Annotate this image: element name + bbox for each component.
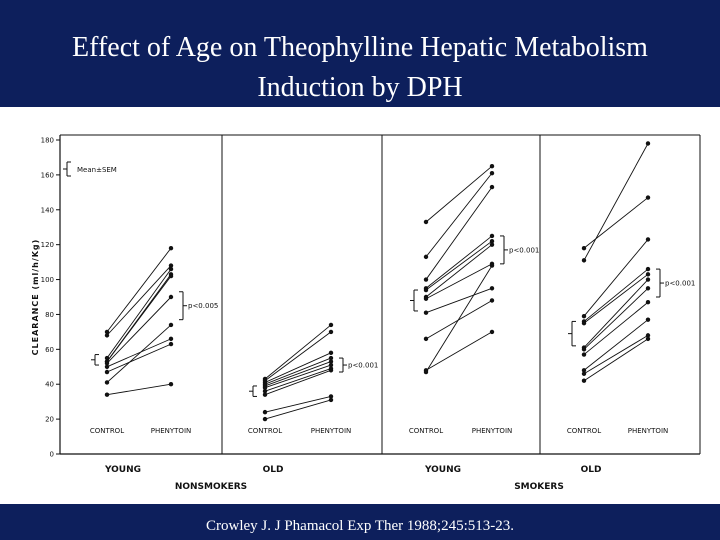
control-point-2-4 — [424, 288, 428, 292]
control-point-1-7 — [263, 392, 267, 396]
control-point-3-2 — [582, 314, 586, 318]
control-point-0-9 — [105, 392, 109, 396]
subject-line-2-0 — [426, 166, 492, 222]
y-tick-label-60: 60 — [45, 345, 54, 354]
control-point-2-1 — [424, 255, 428, 259]
control-point-3-7 — [582, 352, 586, 356]
subject-line-2-8 — [426, 300, 492, 338]
subject-line-1-5 — [265, 365, 331, 388]
control-point-0-1 — [105, 333, 109, 337]
subject-line-0-1 — [107, 266, 171, 336]
phenytoin-point-0-2 — [169, 267, 173, 271]
phenytoin-point-2-0 — [490, 164, 494, 168]
phenytoin-point-0-7 — [169, 342, 173, 346]
y-tick-label-140: 140 — [40, 206, 54, 215]
phenytoin-point-3-4 — [646, 272, 650, 276]
x-label-phenytoin-1: PHENYTOIN — [310, 427, 352, 435]
control-point-0-7 — [105, 370, 109, 374]
y-tick-label-120: 120 — [40, 241, 54, 250]
phenytoin-point-3-8 — [646, 317, 650, 321]
subject-line-3-6 — [584, 288, 648, 349]
legend-note: Mean±SEM — [77, 166, 117, 174]
phenytoin-point-2-5 — [490, 242, 494, 246]
citation: Crowley J. J Phamacol Exp Ther 1988;245:513-23. — [205, 518, 515, 534]
phenytoin-point-0-6 — [169, 337, 173, 341]
subject-line-3-7 — [584, 302, 648, 354]
phenytoin-point-1-1 — [329, 330, 333, 334]
subject-line-3-9 — [584, 335, 648, 373]
phenytoin-point-2-10 — [490, 263, 494, 267]
phenytoin-point-1-2 — [329, 351, 333, 355]
control-point-3-0 — [582, 246, 586, 250]
subject-line-3-1 — [584, 143, 648, 260]
control-point-2-10 — [424, 370, 428, 374]
control-point-0-6 — [105, 365, 109, 369]
phenytoin-point-0-0 — [169, 246, 173, 250]
subject-line-3-4 — [584, 274, 648, 323]
title-band — [0, 0, 720, 107]
phenytoin-point-2-2 — [490, 185, 494, 189]
age-label-1: OLD — [262, 465, 284, 475]
subject-line-1-2 — [265, 353, 331, 383]
x-label-phenytoin-2: PHENYTOIN — [471, 427, 513, 435]
y-tick-label-100: 100 — [40, 276, 54, 285]
phenytoin-point-0-4 — [169, 274, 173, 278]
phenytoin-point-1-7 — [329, 368, 333, 372]
x-label-control-0: CONTROL — [89, 427, 125, 435]
control-point-1-9 — [263, 417, 267, 421]
phenytoin-point-2-3 — [490, 234, 494, 238]
control-point-3-9 — [582, 372, 586, 376]
subject-line-0-9 — [107, 384, 171, 394]
group-label-smokers: SMOKERS — [514, 482, 564, 492]
phenytoin-point-3-6 — [646, 286, 650, 290]
clearance-chart — [0, 107, 720, 504]
x-label-control-2: CONTROL — [408, 427, 444, 435]
y-tick-label-40: 40 — [45, 380, 54, 389]
y-tick-label-0: 0 — [49, 450, 54, 459]
x-label-phenytoin-0: PHENYTOIN — [150, 427, 192, 435]
phenytoin-point-3-3 — [646, 267, 650, 271]
control-point-2-2 — [424, 277, 428, 281]
phenytoin-point-2-1 — [490, 171, 494, 175]
phenytoin-point-0-8 — [169, 323, 173, 327]
phenytoin-point-3-1 — [646, 141, 650, 145]
slide-subtitle: Induction by DPH — [257, 72, 463, 103]
p-value-2: p<0.001 — [509, 246, 540, 255]
p-value-1: p<0.001 — [348, 361, 379, 370]
phenytoin-point-3-0 — [646, 195, 650, 199]
phenytoin-point-0-9 — [169, 382, 173, 386]
subject-line-2-7 — [426, 288, 492, 312]
control-point-2-0 — [424, 220, 428, 224]
y-axis-label: CLEARANCE (ml/h/Kg) — [31, 238, 40, 356]
phenytoin-point-3-2 — [646, 237, 650, 241]
figure-panel — [0, 107, 720, 504]
phenytoin-point-3-10 — [646, 337, 650, 341]
phenytoin-point-2-7 — [490, 286, 494, 290]
x-label-control-1: CONTROL — [247, 427, 283, 435]
subject-line-0-2 — [107, 269, 171, 358]
p-value-0: p<0.005 — [188, 302, 219, 311]
phenytoin-point-3-5 — [646, 277, 650, 281]
slide-title: Effect of Age on Theophylline Hepatic Metabolism — [72, 32, 648, 63]
control-point-0-8 — [105, 380, 109, 384]
phenytoin-point-2-8 — [490, 298, 494, 302]
subject-line-2-5 — [426, 245, 492, 297]
group-label-nonsmokers: NONSMOKERS — [174, 482, 248, 492]
y-tick-label-80: 80 — [45, 310, 54, 319]
control-point-3-1 — [582, 258, 586, 262]
age-label-0: YOUNG — [104, 465, 142, 475]
phenytoin-point-1-9 — [329, 398, 333, 402]
control-point-3-4 — [582, 321, 586, 325]
subject-line-2-9 — [426, 332, 492, 370]
control-point-2-6 — [424, 297, 428, 301]
phenytoin-point-2-9 — [490, 330, 494, 334]
control-point-3-10 — [582, 379, 586, 383]
subject-line-3-0 — [584, 198, 648, 249]
age-label-3: OLD — [580, 465, 602, 475]
y-tick-label-180: 180 — [40, 136, 54, 145]
x-label-control-3: CONTROL — [566, 427, 602, 435]
control-point-2-8 — [424, 337, 428, 341]
phenytoin-point-1-0 — [329, 323, 333, 327]
control-point-3-6 — [582, 347, 586, 351]
y-tick-label-160: 160 — [40, 171, 54, 180]
age-label-2: YOUNG — [424, 465, 462, 475]
phenytoin-point-0-5 — [169, 295, 173, 299]
control-point-1-8 — [263, 410, 267, 414]
phenytoin-point-3-7 — [646, 300, 650, 304]
x-label-phenytoin-3: PHENYTOIN — [627, 427, 669, 435]
y-tick-label-20: 20 — [45, 415, 54, 424]
p-value-3: p<0.001 — [665, 279, 696, 288]
control-point-2-7 — [424, 311, 428, 315]
subject-line-3-2 — [584, 239, 648, 316]
